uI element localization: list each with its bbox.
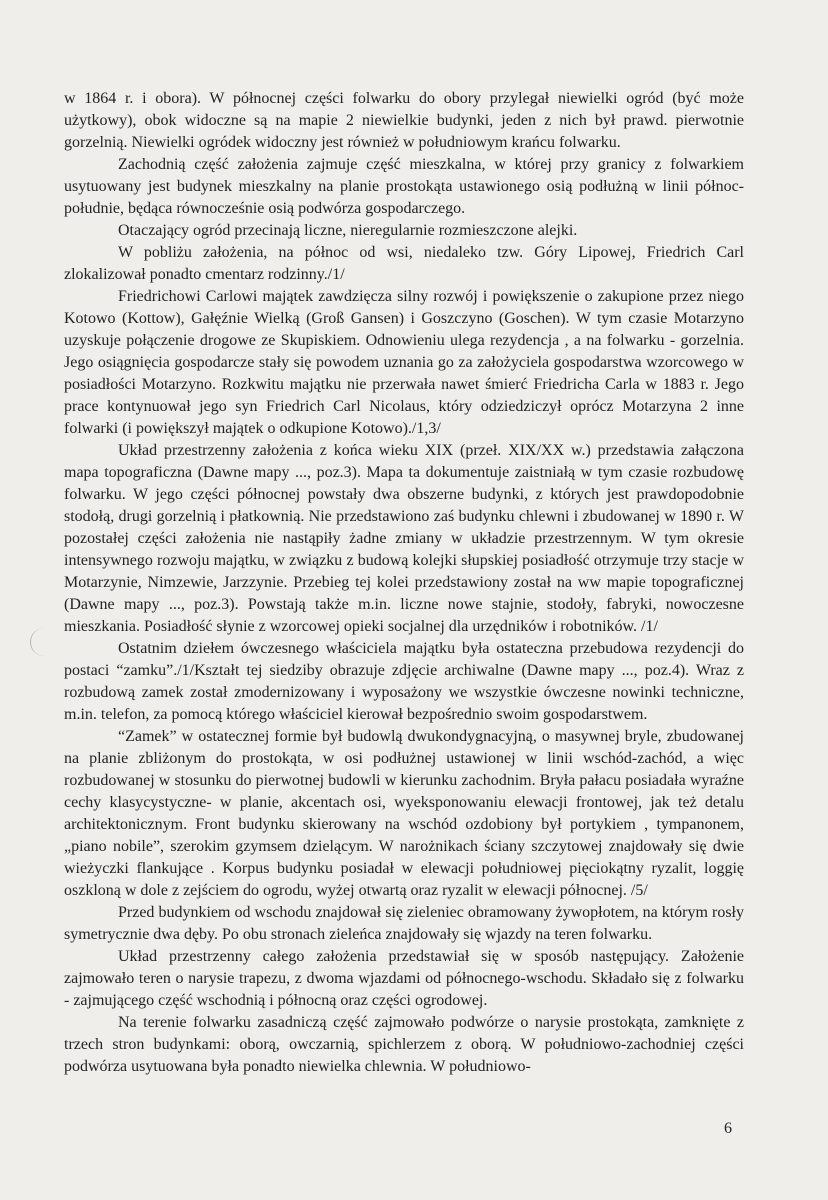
paragraph: Ostatnim dziełem ówczesnego właściciela majątku była ostateczna przebudowa rezydencji do postaci “zamku”./1/Kształt tej siedziby obrazuje zdjęcie archiwalne (Dawne mapy ..., poz.4). Wraz z rozbudową zamek został zmodernizowany i wyposażony we wszystkie ówczesne nowinki techniczne, m.in. telefon, za pomocą którego właściciel kierował bezpośrednio swoim gospodarstwem. xyxy=(64,640,744,723)
paragraph: W pobliżu założenia, na północ od wsi, niedaleko tzw. Góry Lipowej, Friedrich Carl zlokalizował ponadto cmentarz rodzinny./1/ xyxy=(64,244,744,283)
paragraph: “Zamek” w ostatecznej formie był budowlą dwukondygnacyjną, o masywnej bryle, zbudowanej na planie zbliżonym do prostokąta, w osi podłużnej ustawionej w linii wschód-zachód, a więc rozbudowanej w stosunku do pierwotnej budowli w kierunku zachodnim. Bryła pałacu posiadała wyraźne cechy klasycystyczne- w planie, akcentach osi, wyeksponowaniu elewacji frontowej, jak też detalu architektonicznym. Front budynku skierowany na wschód ozdobiony był portykiem , tympanonem, „piano nobile”, szerokim gzymsem dzielącym. W narożnikach ściany szczytowej znajdowały się dwie wieżyczki flankujące . Korpus budynku posiadał w elewacji południowej pięciokątny ryzalit, loggię oszkloną w dole z zejściem do ogrodu, wyżej otwartą oraz ryzalit w elewacji północnej. /5/ xyxy=(64,728,744,899)
paragraph: Przed budynkiem od wschodu znajdował się zieleniec obramowany żywopłotem, na którym rosły symetrycznie dwa dęby. Po obu stronach zieleńca znajdowały się wjazdy na teren folwarku. xyxy=(64,904,744,943)
paragraph: w 1864 r. i obora). W północnej części folwarku do obory przylegał niewielki ogród (być może użytkowy), obok widoczne są na mapie 2 niewielkie budynki, jeden z nich był prawd. pierwotnie gorzelnią. Niewielki ogródek widoczny jest również w południowym krańcu folwarku. xyxy=(64,90,744,151)
margin-mark xyxy=(30,628,49,656)
paragraph: Friedrichowi Carlowi majątek zawdzięcza silny rozwój i powiększenie o zakupione przez niego Kotowo (Kottow), Gałęźnie Wielką (Groß Gansen) i Goszczyno (Goschen). W tym czasie Motarzyno uzyskuje połączenie drogowe ze Skupiskiem. Odnowieniu ulega rezydencja , a na folwarku - gorzelnia. Jego osiągnięcia gospodarcze stały się powodem uznania go za założyciela gospodarstwa wzorcowego w posiadłości Motarzyno. Rozkwitu majątku nie przerwała nawet śmierć Friedricha Carla w 1883 r. Jego prace kontynuował jego syn Friedrich Carl Nicolaus, który odziedziczył oprócz Motarzyna 2 inne folwarki (i powiększył majątek o odkupione Kotowo)./1,3/ xyxy=(64,288,744,437)
paragraph: Układ przestrzenny założenia z końca wieku XIX (przeł. XIX/XX w.) przedstawia załączona mapa topograficzna (Dawne mapy ..., poz.3). Mapa ta dokumentuje zaistniałą w tym czasie rozbudowę folwarku. W jego części północnej powstały dwa obszerne budynki, z których jest prawdopodobnie stodołą, drugi gorzelnią i płatkownią. Nie przedstawiono zaś budynku chlewni i zbudowanej w 1890 r. W pozostałej części założenia nie nastąpiły żadne zmiany w układzie przestrzennym. W tym okresie intensywnego rozwoju majątku, w związku z budową kolejki słupskiej posiadłość otrzymuje trzy stacje w Motarzynie, Nimzewie, Jarzzynie. Przebieg tej kolei przedstawiony został na ww mapie topograficznej (Dawne mapy ..., poz.3). Powstają także m.in. liczne nowe stajnie, stodoły, fabryki, nowoczesne mieszkania. Posiadłość słynie z wzorcowej opieki socjalnej dla urzędników i robotników. /1/ xyxy=(64,442,744,635)
paragraph: Zachodnią część założenia zajmuje część mieszkalna, w której przy granicy z folwarkiem usytuowany jest budynek mieszkalny na planie prostokąta ustawionego osią podłużną w linii północ-południe, będąca równocześnie osią podwórza gospodarczego. xyxy=(64,156,744,217)
paragraph: Otaczający ogród przecinają liczne, nieregularnie rozmieszczone alejki. xyxy=(118,222,578,239)
paragraph: Układ przestrzenny całego założenia przedstawiał się w sposób następujący. Założenie zajmowało teren o narysie trapezu, z dwoma wjazdami od północnego-wschodu. Składało się z folwarku - zajmującego część wschodnią i północną oraz części ogrodowej. xyxy=(64,948,744,1009)
paragraph: Na terenie folwarku zasadniczą część zajmowało podwórze o narysie prostokąta, zamknięte z trzech stron budynkami: oborą, owczarnią, spichlerzem z oborą. W południowo-zachodniej części podwórza usytuowana była ponadto niewielka chlewnia. W południowo- xyxy=(64,1014,744,1075)
body-text xyxy=(64,88,744,1078)
page-number: 6 xyxy=(724,1120,732,1137)
